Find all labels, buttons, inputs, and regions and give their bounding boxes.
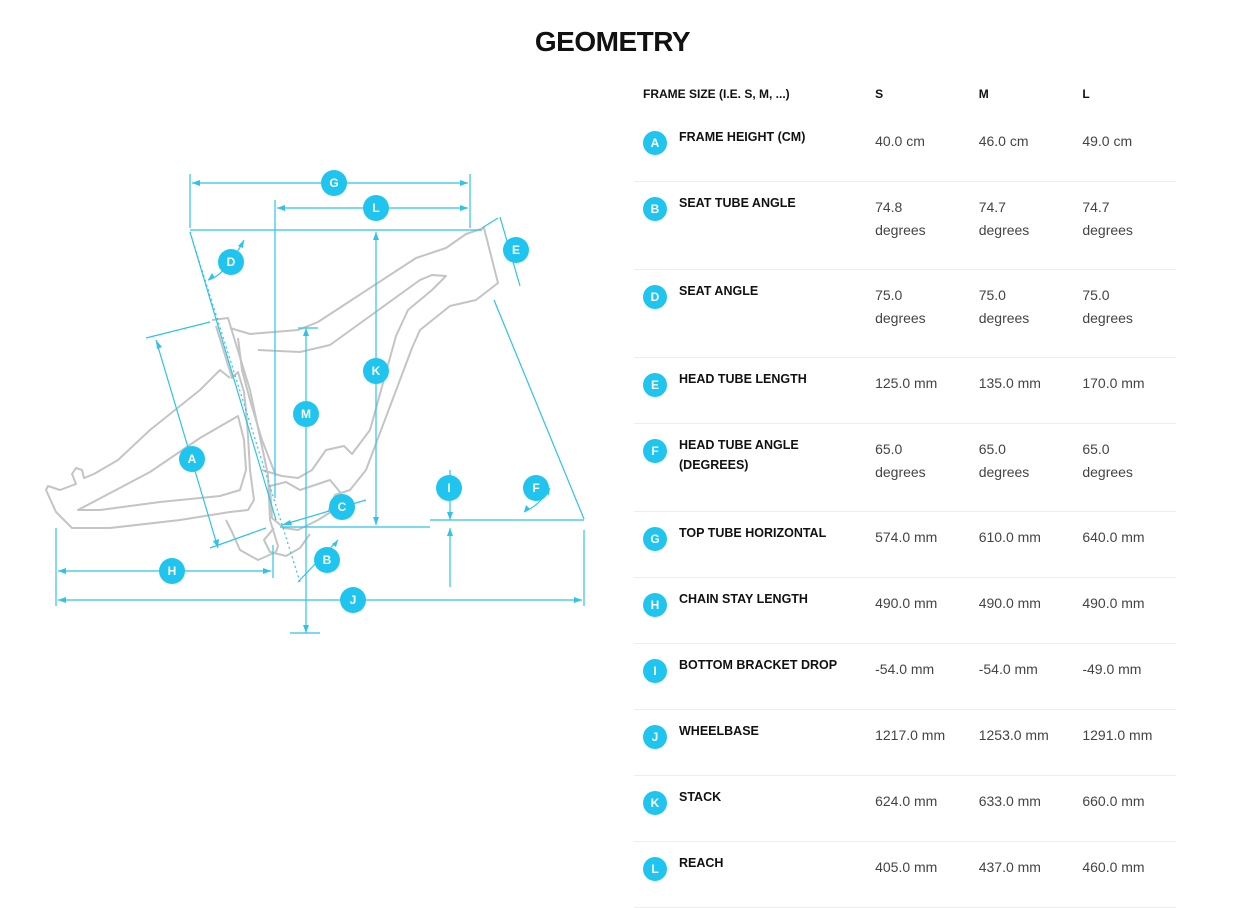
marker-d <box>218 249 244 275</box>
marker-e <box>503 237 529 263</box>
table-row-stack <box>634 776 1176 842</box>
row-badge: A <box>643 131 667 155</box>
marker-f <box>523 475 549 501</box>
table-header-row <box>634 72 1176 116</box>
header-size-m: M <box>978 87 989 101</box>
row-badge: I <box>643 659 667 683</box>
marker-i <box>436 475 462 501</box>
row-label: HEAD TUBE LENGTH <box>679 372 807 386</box>
table-row-wheelbase <box>634 710 1176 776</box>
page-title: GEOMETRY <box>534 26 691 57</box>
value-s: 574.0 mm <box>865 512 969 578</box>
row-label: SEAT TUBE ANGLE <box>679 196 796 210</box>
svg-text:A: A <box>187 452 197 466</box>
row-badge: H <box>643 593 667 617</box>
table-row-seat-tube-angle <box>634 182 1176 270</box>
row-label: FRAME HEIGHT (CM) <box>679 130 806 144</box>
value-m: 610.0 mm <box>969 512 1073 578</box>
value-l: 460.0 mm <box>1072 842 1176 908</box>
svg-text:G: G <box>329 176 339 190</box>
marker-k <box>363 358 389 384</box>
value-s: 75.0 degrees <box>865 270 969 358</box>
svg-text:C: C <box>337 500 347 514</box>
table-row-frame-height <box>634 116 1176 182</box>
svg-text:I: I <box>447 481 451 495</box>
table-row-top-tube-horizontal <box>634 512 1176 578</box>
row-label: TOP TUBE HORIZONTAL <box>679 526 827 540</box>
svg-text:L: L <box>372 201 380 215</box>
value-l: 49.0 cm <box>1072 116 1176 182</box>
row-badge: E <box>643 373 667 397</box>
header-size-l: L <box>1082 87 1090 101</box>
row-badge: B <box>643 197 667 221</box>
frame-geometry-diagram <box>0 0 640 770</box>
value-s: 624.0 mm <box>865 776 969 842</box>
value-m: 437.0 mm <box>969 842 1073 908</box>
value-m: 135.0 mm <box>969 358 1073 424</box>
geometry-table <box>634 72 1176 908</box>
bike-frame <box>46 228 498 560</box>
value-m: 75.0 degrees <box>969 270 1073 358</box>
row-badge: G <box>643 527 667 551</box>
value-s: 125.0 mm <box>865 358 969 424</box>
row-label: HEAD TUBE ANGLE (DEGREES) <box>679 438 799 472</box>
value-l: 170.0 mm <box>1072 358 1176 424</box>
value-l: 1291.0 mm <box>1072 710 1176 776</box>
value-s: 1217.0 mm <box>865 710 969 776</box>
svg-text:M: M <box>301 407 311 421</box>
header-frame-size: FRAME SIZE (I.E. S, M, ...) <box>643 87 790 101</box>
row-label: CHAIN STAY LENGTH <box>679 592 808 606</box>
row-badge: K <box>643 791 667 815</box>
value-m: -54.0 mm <box>969 644 1073 710</box>
marker-h <box>159 558 185 584</box>
table-row-bottom-bracket-drop <box>634 644 1176 710</box>
table-row-head-tube-length <box>634 358 1176 424</box>
value-l: 640.0 mm <box>1072 512 1176 578</box>
row-label: SEAT ANGLE <box>679 284 759 298</box>
row-badge: F <box>643 439 667 463</box>
marker-a <box>179 446 205 472</box>
value-s: -54.0 mm <box>865 644 969 710</box>
marker-c <box>329 494 355 520</box>
value-m: 74.7 degrees <box>969 182 1073 270</box>
value-m: 46.0 cm <box>969 116 1073 182</box>
value-s: 74.8 degrees <box>865 182 969 270</box>
value-l: 74.7 degrees <box>1072 182 1176 270</box>
row-badge: L <box>643 857 667 881</box>
svg-text:F: F <box>532 481 540 495</box>
row-label: BOTTOM BRACKET DROP <box>679 658 838 672</box>
table-row-seat-angle <box>634 270 1176 358</box>
value-m: 490.0 mm <box>969 578 1073 644</box>
svg-text:B: B <box>322 553 332 567</box>
row-label: REACH <box>679 856 724 870</box>
table-row-head-tube-angle <box>634 424 1176 512</box>
svg-text:E: E <box>511 243 521 257</box>
row-badge: D <box>643 285 667 309</box>
svg-text:J: J <box>349 593 357 607</box>
value-m: 633.0 mm <box>969 776 1073 842</box>
table-row-chain-stay-length <box>634 578 1176 644</box>
row-label: WHEELBASE <box>679 724 759 738</box>
row-label: STACK <box>679 790 722 804</box>
value-s: 40.0 cm <box>865 116 969 182</box>
value-l: 660.0 mm <box>1072 776 1176 842</box>
value-s: 65.0 degrees <box>865 424 969 512</box>
value-l: 65.0 degrees <box>1072 424 1176 512</box>
marker-b <box>314 547 340 573</box>
svg-text:K: K <box>371 364 381 378</box>
marker-m <box>293 401 319 427</box>
value-s: 490.0 mm <box>865 578 969 644</box>
marker-j <box>340 587 366 613</box>
header-size-s: S <box>875 87 884 101</box>
table-row-reach <box>634 842 1176 908</box>
marker-g <box>321 170 347 196</box>
value-m: 1253.0 mm <box>969 710 1073 776</box>
svg-text:H: H <box>167 564 177 578</box>
value-s: 405.0 mm <box>865 842 969 908</box>
value-l: -49.0 mm <box>1072 644 1176 710</box>
marker-l <box>363 195 389 221</box>
value-m: 65.0 degrees <box>969 424 1073 512</box>
svg-text:D: D <box>226 255 236 269</box>
value-l: 490.0 mm <box>1072 578 1176 644</box>
row-badge: J <box>643 725 667 749</box>
value-l: 75.0 degrees <box>1072 270 1176 358</box>
